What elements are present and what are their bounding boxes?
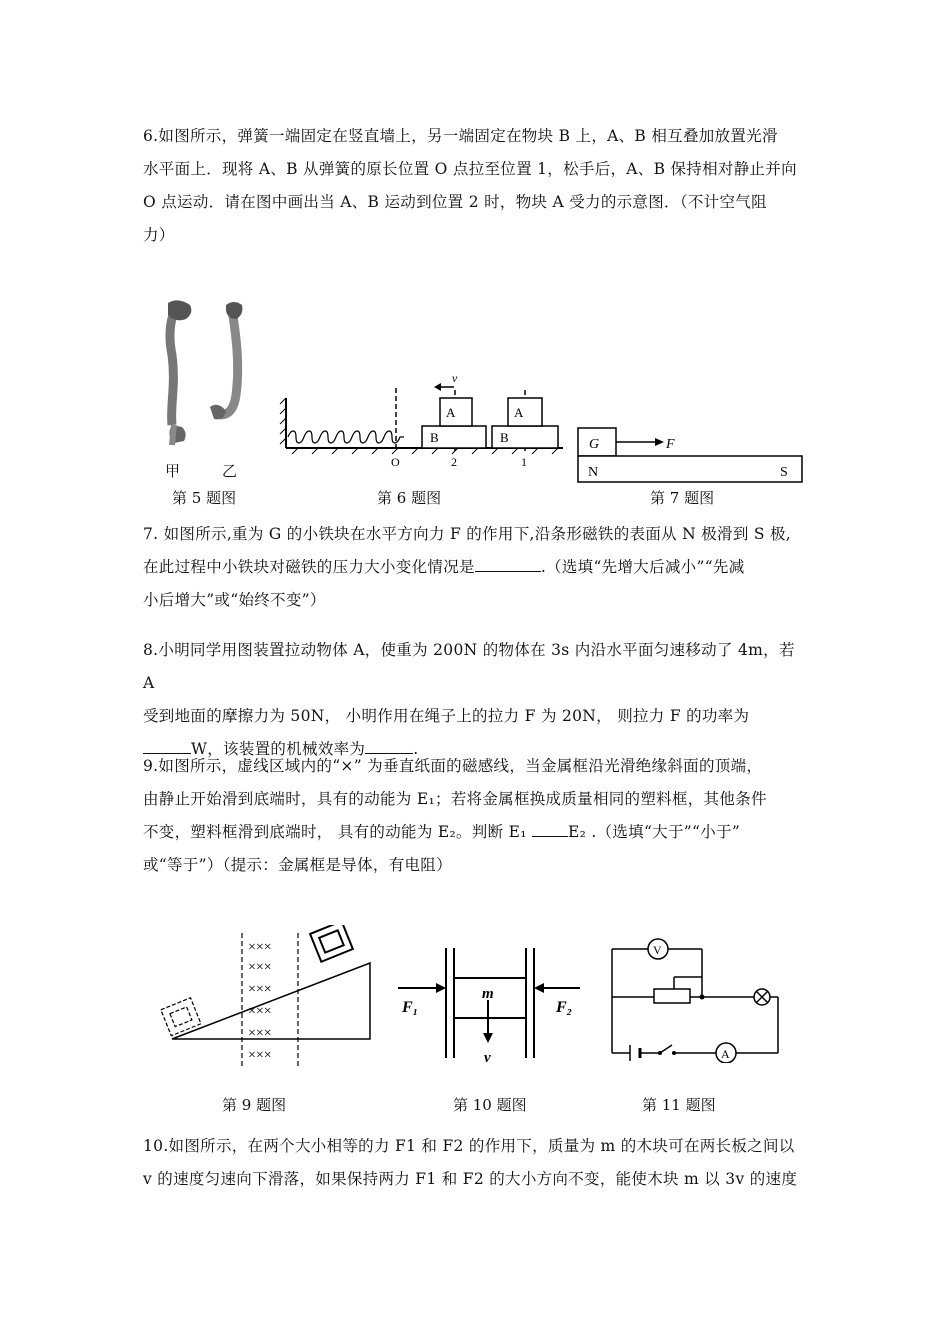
q9-text [143, 750, 811, 882]
metal-frame-top [310, 925, 353, 962]
q9-line-1: 9.如图所示，虚线区域内的“×” 为垂直纸面的磁感线，当金属框沿光滑绝缘斜面的顶端， [143, 757, 763, 775]
fig6-spring-blocks [278, 370, 568, 470]
q7-line-2 [143, 551, 811, 584]
rope-left-drawing [168, 300, 191, 445]
q9-line-2: 由静止开始滑到底端时，具有的动能为 E₁；若将金属框换成质量相同的塑料框，其他条件 [143, 790, 767, 808]
fig10-caption: 第 10 题图 [453, 1096, 527, 1114]
lamp-icon [754, 989, 770, 1005]
svg-text:×××: ××× [248, 940, 272, 955]
q6-line-3: O 点运动．请在图中画出当 A、B 运动到位置 2 时，物块 A 受力的示意图．（不计空气阻 [143, 193, 767, 211]
battery-icon [630, 1045, 640, 1061]
q7-text [143, 518, 811, 617]
fig7-caption: 第 7 题图 [650, 489, 715, 507]
q10-text [143, 1130, 811, 1196]
svg-text:×××: ××× [248, 1048, 272, 1063]
label-F2: F₂ [556, 999, 573, 1016]
label-B-1: B [500, 430, 509, 445]
fig10-boards [394, 940, 604, 1070]
label-A-1: A [514, 405, 524, 420]
q8-line-1: 8.小明同学用图装置拉动物体 A，使重为 200N 的物体在 3s 内沿水平面匀速移动了 4m，若 A [143, 641, 795, 692]
q9-line-4: 或“等于”）（提示：金属框是导体，有电阻） [143, 856, 452, 874]
bar-magnet [578, 456, 802, 482]
label-v: v [452, 371, 458, 385]
label-F: F [666, 437, 675, 452]
ammeter-label: A [721, 1047, 730, 1061]
label-B-2: B [430, 430, 439, 445]
q7-line-3: 小后增大”或“始终不变”） [143, 591, 326, 609]
label-F1: F₁ [402, 999, 419, 1016]
q8-line-2: 受到地面的摩擦力为 50N， 小明作用在绳子上的拉力 F 为 20N， 则拉力 F 的功率为 [143, 707, 750, 725]
q10-line-2: v 的速度匀速向下滑落，如果保持两力 F1 和 F2 的大小方向不变，能使木块 m 以 3v 的速度 [143, 1170, 798, 1188]
q7-line-1: 7. 如图所示,重为 G 的小铁块在水平方向力 F 的作用下,沿条形磁铁的表面从 N 极滑到 S 极, [143, 525, 792, 543]
svg-text:×××: ××× [248, 1004, 272, 1019]
label-m: m [482, 986, 494, 1002]
voltmeter-label: V [653, 943, 662, 957]
q6-text [143, 120, 811, 252]
svg-text:×××: ××× [248, 1026, 272, 1041]
q7-line-2a: 在此过程中小铁块对磁铁的压力大小变化情况是 [143, 558, 475, 576]
q9-answer-blank [532, 821, 568, 838]
q7-answer-blank [475, 556, 541, 573]
q9-line-3 [143, 816, 811, 849]
fig9-incline [150, 925, 380, 1070]
fig11-circuit [604, 935, 784, 1063]
fig7-magnet [574, 424, 808, 486]
spring-coil [288, 431, 404, 443]
label-O: O [391, 455, 400, 469]
q9-line-3a: 不变，塑料框滑到底端时， 具有的动能为 E₂。判断 E₁ [143, 823, 532, 841]
fig11-caption: 第 11 题图 [642, 1096, 716, 1114]
q8-line-3b: . [413, 740, 419, 758]
fig9-caption: 第 9 题图 [222, 1096, 287, 1114]
svg-text:×××: ××× [248, 960, 272, 975]
q10-line-1: 10.如图所示，在两个大小相等的力 F1 和 F2 的作用下，质量为 m 的木块可在两长板之间以 [143, 1137, 795, 1155]
label-N: N [588, 465, 599, 480]
q6-line-1: 6.如图所示，弹簧一端固定在竖直墙上，另一端固定在物块 B 上，A、B 相互叠加放置光滑 [143, 127, 778, 145]
fig5-caption: 第 5 题图 [172, 489, 237, 507]
q8-text [143, 634, 811, 766]
fig6-caption: 第 6 题图 [377, 489, 442, 507]
label-A-2: A [446, 405, 456, 420]
q6-line-4: 力） [143, 226, 175, 244]
block-A-position-2 [440, 398, 472, 426]
junction-dot [700, 995, 705, 1000]
svg-text:×××: ××× [248, 982, 272, 997]
fig5-ropes-image [150, 295, 260, 485]
switch-pivot [658, 1051, 662, 1055]
q9-line-3b: E₂ .（选填“大于”“小于” [567, 823, 741, 841]
label-1: 1 [521, 455, 527, 469]
label-G: G [589, 437, 600, 452]
label-S: S [780, 465, 788, 480]
q8-line-3a: W，该装置的机械效率为 [191, 740, 366, 758]
q6-line-2: 水平面上．现将 A、B 从弹簧的原长位置 O 点拉至位置 1，松手后，A、B 保持相对静止并向 [143, 160, 797, 178]
q7-line-2b: .（选填“先增大后减小”“先减 [540, 558, 745, 576]
rope-right-drawing [210, 302, 242, 419]
rheostat [654, 989, 690, 1003]
switch-contact [672, 1051, 676, 1055]
fig5-label-jia: 甲 [165, 462, 181, 480]
label-2: 2 [451, 455, 457, 469]
label-v: v [484, 1050, 491, 1066]
fig5-label-yi: 乙 [222, 462, 238, 480]
